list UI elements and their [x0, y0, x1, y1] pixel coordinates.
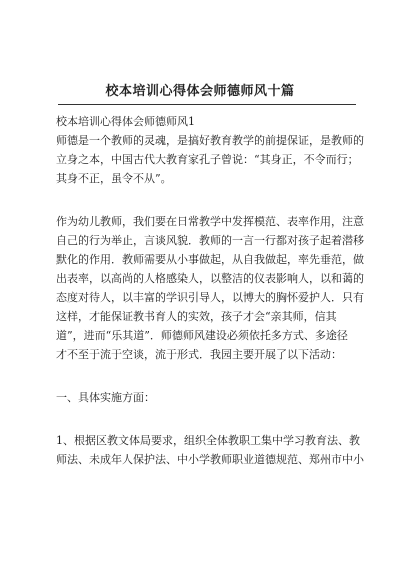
text-line: 作为幼儿教师，我们要在日常教学中发挥模范、表率作用，注意 [56, 215, 364, 228]
paragraph-2 [56, 212, 364, 364]
paragraph-4 [56, 431, 364, 469]
text-line: 道”，进而“乐其道”．师德师风建设必须依托多方式、多途径 [56, 329, 348, 342]
text-line: 1、根据区教文体局要求，组织全体教职工集中学习教育法、教 [56, 434, 360, 447]
text-line: 师法、未成年人保护法、中小学教师职业道德规范、郑州市中小 [56, 453, 364, 466]
text-line: 出表率，以高尚的人格感染人，以整洁的仪表影响人，以和蔼的 [56, 272, 364, 285]
title-divider [58, 104, 356, 105]
paragraph-1 [56, 131, 364, 188]
text-line: 才不至于流于空谈，流于形式．我园主要开展了以下活动： [56, 348, 342, 361]
text-line: 默化的作用．教师需要从小事做起，从自我做起，率先垂范，做 [56, 253, 364, 266]
text-line: 立身之本，中国古代大教育家孔子曾说：“其身正，不令而行； [56, 153, 359, 166]
paragraph-3 [56, 388, 356, 407]
paragraph-gap [56, 407, 356, 431]
section-heading: 一、具体实施方面： [56, 391, 155, 404]
paragraph-gap [56, 364, 356, 388]
text-line: 态度对待人，以丰富的学识引导人，以博大的胸怀爱护人．只有 [56, 291, 364, 304]
paragraph-gap [56, 188, 356, 212]
section-subtitle: 校本培训心得体会师德师风1 [56, 115, 195, 128]
document-title: 校本培训心得体会师德师风十篇 [105, 84, 295, 99]
text-line: 师德是一个教师的灵魂，是搞好教育教学的前提保证，是教师的 [56, 134, 364, 147]
text-line: 其身不正，虽令不从”。 [56, 172, 172, 185]
text-line: 这样，才能保证教书育人的实效，孩子才会“亲其师，信其 [56, 310, 337, 323]
document-body [56, 112, 364, 469]
text-line: 自己的行为举止，言谈风貌．教师的一言一行都对孩子起着潜移 [56, 234, 364, 247]
